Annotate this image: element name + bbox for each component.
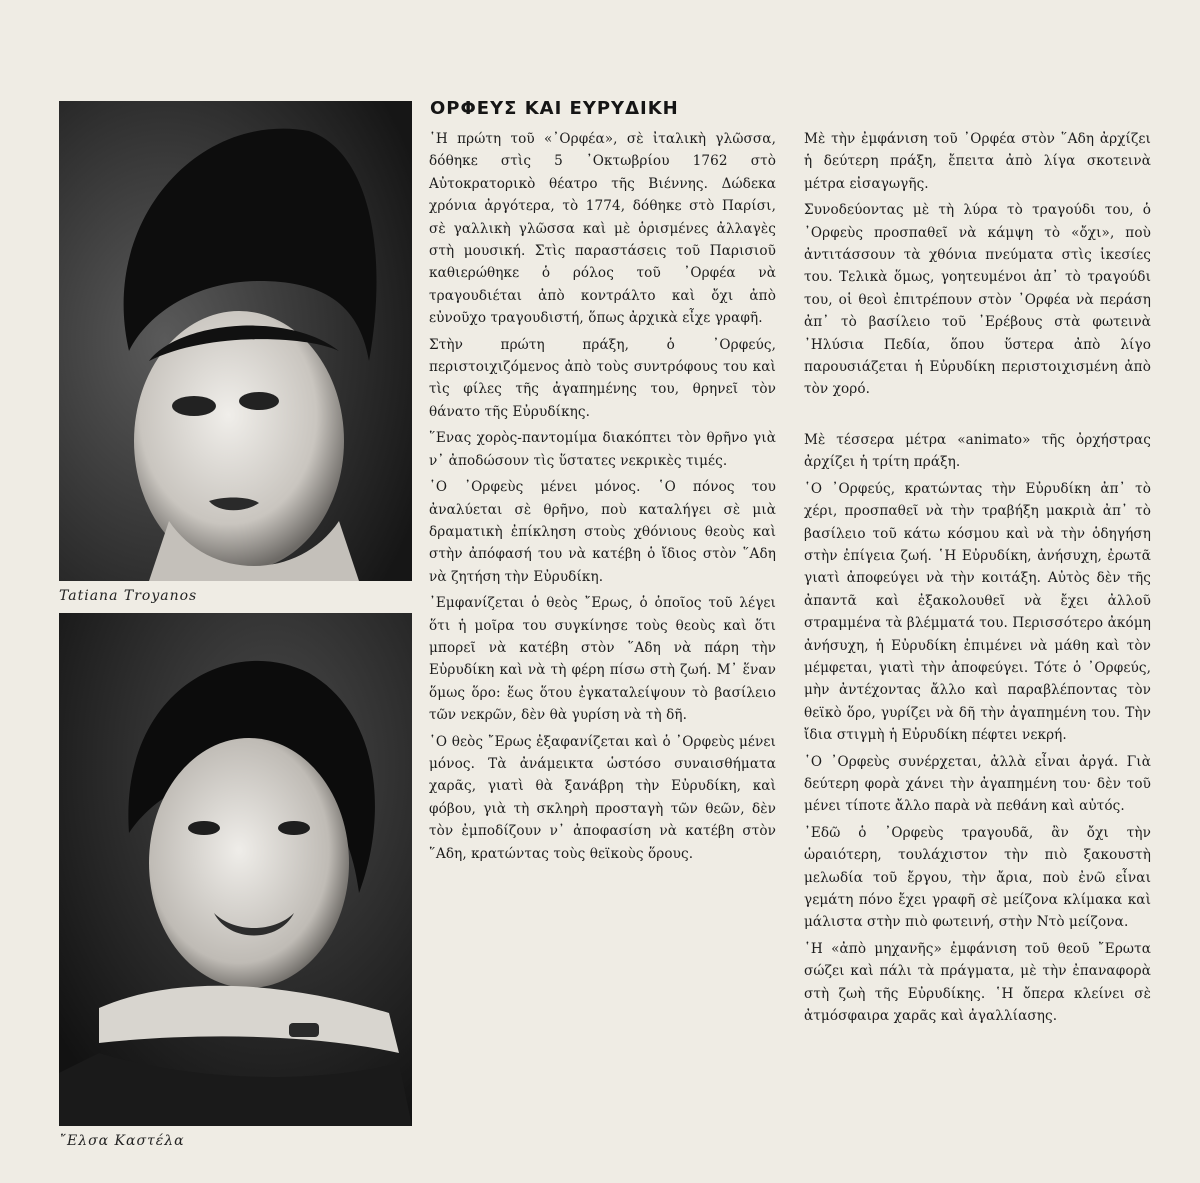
paragraph: ῾Η «ἀπὸ μηχανῆς» ἐμφάνιση τοῦ θεοῦ ῎Ερωτα σώζει καὶ πάλι τὰ πράγματα, μὲ τὴν ἐπαναφορὰ στὴ ζωὴ τῆς Εὐρυδίκης. ῾Η ὄπερα κλείνει σὲ ἀτμόσφαιρα χαρᾶς καὶ ἀγαλλίασης. — [804, 940, 1151, 1025]
paragraph: ῾Ο θεὸς ῎Ερως ἐξαφανίζεται καὶ ὁ ᾿Ορφεὺς μένει μόνος. Τὰ ἀνάμεικτα ὡστόσο συναισθήματα χαρᾶς, γιατὶ θὰ ξανάβρη τὴν Εὐρυδίκη, καὶ φόβου, γιὰ τὴ σκληρὴ προσταγὴ τῶν θεῶν, δὲν τὸν ἐμποδίζουν ν᾿ ἀποφασίση νὰ κατέβη στὸν ῞Αδη, κρατώντας τοὺς θεϊκοὺς ὅρους. — [429, 733, 776, 862]
paragraph: Μὲ τέσσερα μέτρα «animato» τῆς ὀρχήστρας ἀρχίζει ἡ τρίτη πράξη. — [804, 431, 1151, 471]
paragraph: Στὴν πρώτη πράξη, ὁ ᾿Ορφεύς, περιστοιχιζόμενος ἀπὸ τοὺς συντρόφους του καὶ τὶς φίλες τῆς ἀγαπημένης του, θρηνεῖ τὸν θάνατο τῆς Εὐρυδίκης. — [429, 336, 776, 420]
portrait-photo-kastela — [59, 613, 412, 1126]
paragraph: Μὲ τὴν ἐμφάνιση τοῦ ᾿Ορφέα στὸν ῞Αδη ἀρχίζει ἡ δεύτερη πράξη, ἔπειτα ἀπὸ λίγα σκοτεινὰ μέτρα εἰσαγωγῆς. — [804, 131, 1151, 192]
paragraph: ῾Η πρώτη τοῦ «᾿Ορφέα», σὲ ἰταλικὴ γλῶσσα, δόθηκε στὶς 5 ᾿Οκτωβρίου 1762 στὸ Αὐτοκρατορικὸ θέατρο τῆς Βιέννης. Δώδεκα χρόνια ἀργότερα, τὸ 1774, δόθηκε στὸ Παρίσι, σὲ γαλλικὴ γλῶσσα καὶ μὲ ὁρισμένες ἀλλαγὲς στὴ μουσική. Στὶς παραστάσεις τοῦ Παρισιοῦ καθιερώθηκε ὁ ρόλος τοῦ ᾿Ορφέα νὰ τραγουδιέται ἀπὸ κοντράλτο καὶ ὄχι ἀπὸ εὐνοῦχο τραγουδιστή, ὅπως ἀρχικὰ εἶχε γραφῆ. — [429, 131, 776, 327]
paragraph: Συνοδεύοντας μὲ τὴ λύρα τὸ τραγούδι του, ὁ ᾿Ορφεὺς προσπαθεῖ νὰ κάμψη τὸ «ὄχι», ποὺ ἀντιτάσσουν τὰ χθόνια πνεύματα στὶς ἱκεσίες του. Τελικὰ ὅμως, γοητευμένοι ἀπ᾿ τὸ τραγούδι του, οἱ θεοὶ ἐπιτρέπουν στὸν ᾿Ορφέα νὰ περάση ἀπ᾿ τὸ βασίλειο τοῦ ᾿Ερέβους στὰ φωτεινὰ ᾿Ηλύσια Πεδία, ὅπου ὕστερα ἀπὸ λίγο παρουσιάζεται ἡ Εὐρυδίκη περιστοιχισμένη ἀπὸ τὸν χορό. — [804, 202, 1151, 398]
paragraph: ῾Ο ᾿Ορφεὺς συνέρχεται, ἀλλὰ εἶναι ἀργά. Γιὰ δεύτερη φορὰ χάνει τὴν ἀγαπημένη του· δὲν τοῦ μένει τίποτε ἄλλο παρὰ νὰ πεθάνη καὶ αὐτός. — [804, 753, 1151, 815]
paragraph: ᾿Εδῶ ὁ ᾿Ορφεὺς τραγουδᾶ, ἂν ὄχι τὴν ὡραιότερη, τουλάχιστον τὴν πιὸ ξακουστὴ μελωδία τοῦ ἔργου, τὴν ἄρια, ποὺ ἐνῶ εἶναι γεμάτη πόνο ἔχει γραφῆ σὲ μείζονα κλίμακα καὶ μάλιστα στὴν πιὸ φωτεινή, στὴν Ντὸ μείζονα. — [804, 824, 1151, 931]
text-column-right — [804, 128, 1151, 1031]
photo-caption: ῎Ελσα Καστέλα — [59, 1133, 185, 1149]
photo-caption: Tatiana Troyanos — [59, 588, 198, 604]
paragraph: ῾Ο ᾿Ορφεὺς μένει μόνος. ῾Ο πόνος του ἀναλύεται σὲ θρῆνο, ποὺ καταλήγει σὲ μιὰ δραματικὴ ἐπίκληση στοὺς χθόνιους θεοὺς καὶ στὴν ἀπόφασή του νὰ κατέβη ὁ ἴδιος στὸν ῞Αδη νὰ ζητήση τὴν Εὐρυδίκη. — [429, 479, 776, 585]
portrait-photo-troyanos — [59, 101, 412, 581]
paragraph: ῾Ο ᾿Ορφεύς, κρατώντας τὴν Εὐρυδίκη ἀπ᾿ τὸ χέρι, προσπαθεῖ νὰ τὴν τραβήξη μακριὰ ἀπ᾿ τὸ βασίλειο τοῦ κάτω κόσμου καὶ νὰ τὴν ὁδηγήση στὴν ἐπίγεια ζωή. ῾Η Εὐρυδίκη, ἀνήσυχη, ἐρωτᾶ γιατὶ ἀποφεύγει νὰ τὴν κοιτάξη. Αὐτὸς δὲν τῆς ἀπαντᾶ καὶ ἐξακολουθεῖ νὰ ἔχει ἀλλοῦ στραμμένα τὰ βλέμματά του. Περισσότερο ἀκόμη ἀνήσυχη, ἡ Εὐρυδίκη ἐπιμένει νὰ μάθη καὶ τὸν μέμφεται, γιατὶ τὴν ἀποφεύγει. Τότε ὁ ᾿Ορφεύς, μὴν ἀντέχοντας ἄλλο καὶ παραβλέποντας τὸν θεϊκὸ ὅρο, γυρίζει νὰ δῆ τὴν ἀγαπημένη του. Τὴν ἴδια στιγμὴ ἡ Εὐρυδίκη πέφτει νεκρή. — [804, 480, 1151, 744]
article-title: ΟΡΦΕΥΣ ΚΑΙ ΕΥΡΥΔΙΚΗ — [430, 98, 679, 119]
paragraph: ῞Ενας χορὸς-παντομίμα διακόπτει τὸν θρῆνο γιὰ ν᾿ ἀποδώσουν τὶς ὕστατες νεκρικὲς τιμές. — [429, 430, 776, 469]
paragraph: ᾿Εμφανίζεται ὁ θεὸς ῎Ερως, ὁ ὁποῖος τοῦ λέγει ὅτι ἡ μοῖρα του συγκίνησε τοὺς θεοὺς καὶ ὅτι μπορεῖ νὰ κατέβη στὸν ῞Αδη νὰ πάρη τὴν Εὐρυδίκη καὶ νὰ τὴ φέρη πίσω στὴ ζωή. Μ᾿ ἕναν ὅμως ὅρο: ἕως ὅτου ἐγκαταλείψουν τὸ βασίλειο τῶν νεκρῶν, δὲν θὰ γυρίση νὰ τὴ δῆ. — [429, 595, 776, 724]
text-column-left — [429, 128, 776, 869]
